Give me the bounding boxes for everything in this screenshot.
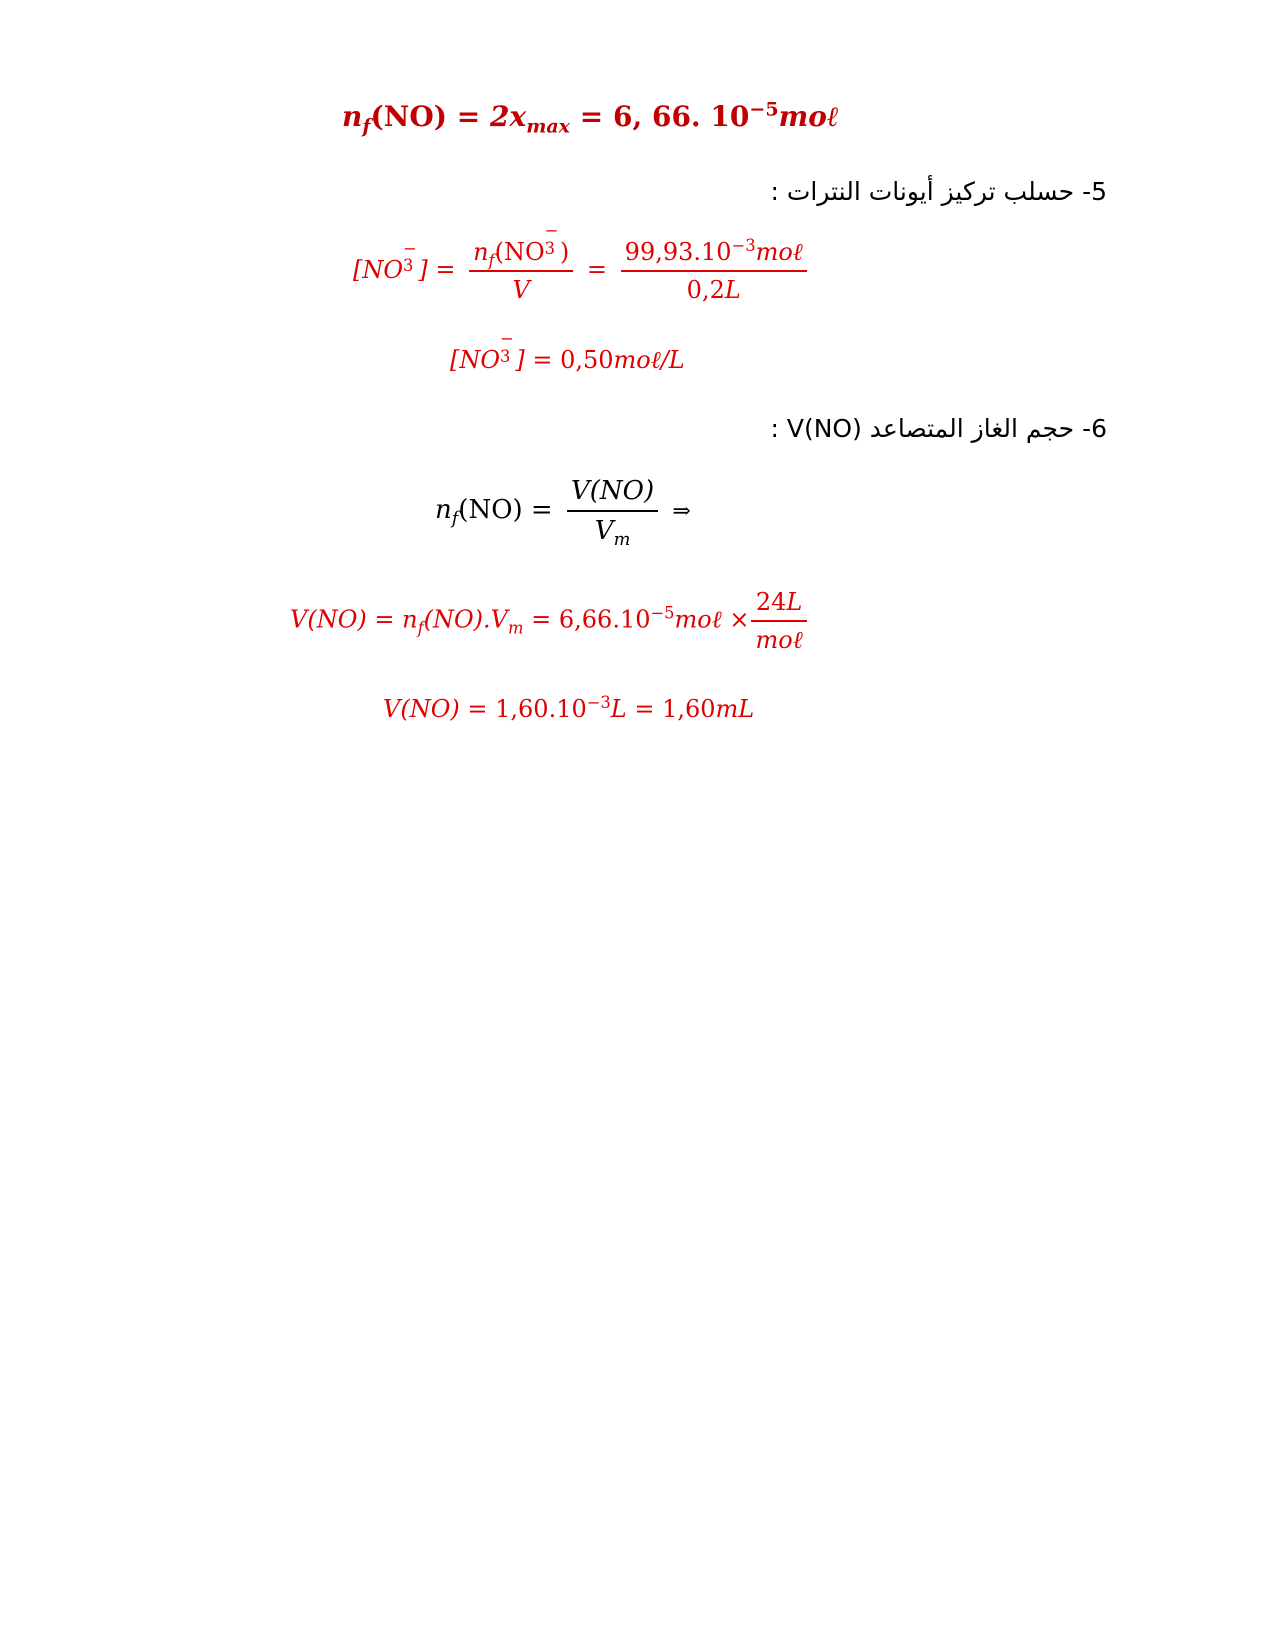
eq3-lhs-open: [NO xyxy=(450,346,501,374)
eq4-frac-numerator: V(NO) xyxy=(570,476,655,506)
eq2-lhs: [NO − 3 ] xyxy=(353,238,428,284)
eq5-times: × xyxy=(729,605,750,634)
eq2-frac2-den-unit: L xyxy=(724,276,741,304)
eq1-lhs: n xyxy=(342,100,363,133)
eq2-frac2-value: 99,93.10 xyxy=(624,238,732,266)
equation-volume-calculation xyxy=(290,590,813,652)
eq1-equals: = xyxy=(456,100,481,133)
eq5-frac-numerator xyxy=(751,590,806,620)
eq1-mid: 2x xyxy=(490,100,527,133)
eq2-lhs-close: ] xyxy=(418,255,428,284)
eq2-frac2-exp: −3 xyxy=(731,236,756,255)
eq1-value: 6, 66. 10 xyxy=(612,100,750,133)
eq5-term-v: V xyxy=(490,605,509,634)
eq4-lhs-sub: f xyxy=(451,509,459,530)
eq6-equals-2: = xyxy=(634,695,655,723)
eq5-equals-2: = xyxy=(531,605,552,634)
eq6-value: 1,60.10 xyxy=(495,695,587,723)
eq6-equals: = xyxy=(467,695,488,723)
eq2-equals-2: = xyxy=(586,255,608,284)
eq5-frac-denominator: moℓ xyxy=(755,626,803,654)
equation-volume-result xyxy=(383,693,755,723)
eq5-value: 6,66.10 xyxy=(558,605,651,634)
eq5-term-n: n xyxy=(402,605,418,634)
eq6-unit-2: mL xyxy=(715,695,755,723)
eq2-frac2-den-value: 0,2 xyxy=(686,276,725,304)
eq4-frac-denominator xyxy=(567,512,658,551)
step-5-heading: 5- حسلب تركيز أيونات النترات : xyxy=(770,177,1107,206)
eq2-frac1-numerator: $n_f(NO$ − 3 ) xyxy=(473,221,570,270)
eq3-lhs-close: ] xyxy=(515,346,525,374)
step-6-heading: 6- حجم الغاز المتصاعد V(NO) : xyxy=(770,414,1107,443)
eq1-lhs-arg: (NO) xyxy=(370,100,448,133)
eq5-unit: moℓ xyxy=(674,605,722,634)
eq4-fraction xyxy=(567,476,658,551)
eq2-frac2-numerator xyxy=(621,236,807,270)
eq1-lhs-sub: f xyxy=(362,115,371,138)
eq2-fraction-1 xyxy=(469,221,573,304)
eq6-value-2: 1,60 xyxy=(662,695,716,723)
eq3-value: 0,50 xyxy=(560,346,614,374)
eq3-equals: = xyxy=(532,346,553,374)
eq2-lhs-open: [NO xyxy=(353,255,404,284)
eq2-frac1-n: n xyxy=(473,238,489,266)
eq2-frac2-denominator xyxy=(621,272,807,302)
eq1-mid-sub: max xyxy=(526,115,571,138)
eq5-equals: = xyxy=(374,605,395,634)
equation-nitrate-result: [NO − 3 ] = 0,50moℓ/L xyxy=(450,329,685,374)
eq5-frac-num-value: 24 xyxy=(755,588,787,616)
eq1-unit: moℓ xyxy=(778,100,839,133)
eq4-lhs-arg: (NO) xyxy=(458,495,523,525)
eq2-frac1-denominator: V xyxy=(512,276,530,304)
eq5-term-n-sub: f xyxy=(417,618,424,638)
eq1-equals-2: = xyxy=(579,100,604,133)
eq2-fraction-2 xyxy=(621,236,807,304)
eq6-value-exp: −3 xyxy=(586,693,611,712)
eq2-equals: = xyxy=(435,255,456,284)
eq5-value-exp: −5 xyxy=(650,603,675,623)
eq4-implies: ⇒ xyxy=(672,499,691,524)
eq2-frac1-arg-open: (NO xyxy=(494,238,545,266)
eq5-frac-num-unit: L xyxy=(786,588,803,616)
eq5-fraction xyxy=(751,590,806,652)
eq4-lhs: n xyxy=(435,495,452,525)
eq4-equals: = xyxy=(530,495,553,525)
eq2-frac1-arg-close: ) xyxy=(559,238,570,266)
eq1-exponent: −5 xyxy=(749,98,779,121)
eq5-term-v-sub: m xyxy=(508,618,524,638)
eq6-lhs: V(NO) xyxy=(383,695,460,723)
eq2-frac2-unit: moℓ xyxy=(755,238,803,266)
equation-moles-volume-relation xyxy=(435,476,691,551)
equation-final-moles-no xyxy=(342,98,839,138)
eq2-frac1-n-sub: f xyxy=(488,250,495,270)
eq4-frac-den-v: V xyxy=(594,516,614,546)
eq3-unit: moℓ/L xyxy=(613,346,685,374)
eq5-term-arg: (NO). xyxy=(423,605,491,634)
equation-nitrate-concentration xyxy=(353,221,813,304)
eq6-unit: L xyxy=(610,695,627,723)
eq4-frac-den-sub: m xyxy=(613,530,631,551)
eq5-lhs: V(NO) xyxy=(290,605,367,634)
